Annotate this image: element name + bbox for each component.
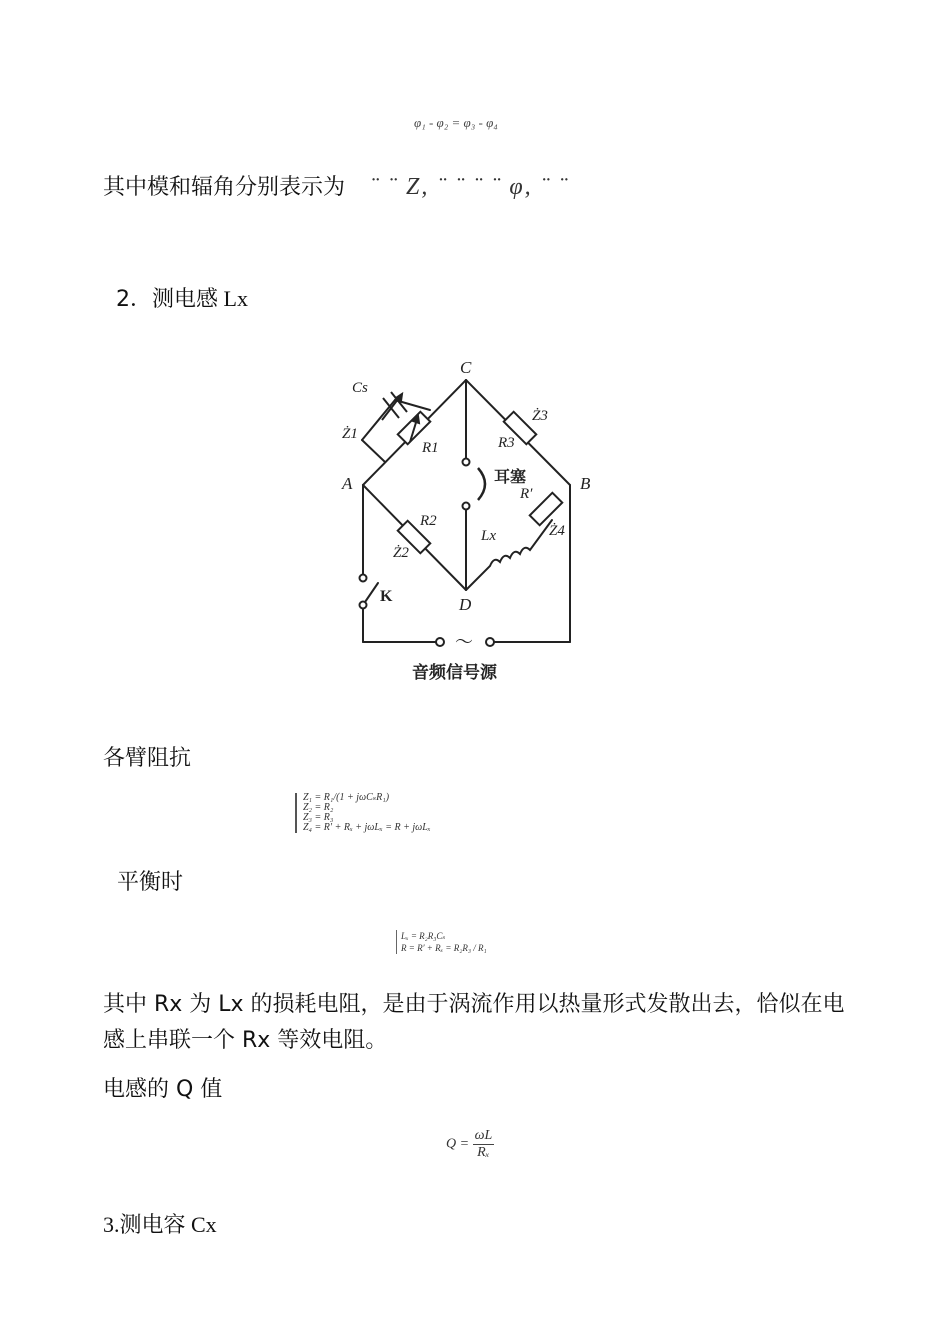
cs-label: Cs	[352, 380, 368, 396]
section-2-number: 2．	[116, 287, 152, 312]
section-2-title: 测电感 Lx	[152, 286, 248, 311]
r2-label: R2	[420, 513, 437, 529]
node-d-label: D	[459, 595, 472, 614]
node-b-label: B	[580, 474, 591, 493]
arm-impedance-equations	[295, 793, 431, 833]
q-denominator: Rₓ	[477, 1145, 490, 1160]
impedance-z1: Z₁ = R₁/(1 + jωCₛR₁)	[303, 792, 390, 803]
balance-lx: Lₓ = R₂R₃Cₛ	[401, 931, 446, 941]
z2-label: Ż2	[393, 545, 409, 561]
resistor-r-prime	[530, 493, 563, 526]
bridge-circuit-diagram	[330, 350, 620, 690]
q-lhs: Q =	[446, 1136, 470, 1152]
impedance-z4: Z₄ = R′ + Rₓ + jωLₓ = R + jωLₓ	[303, 822, 431, 833]
r1-label: R1	[422, 440, 439, 456]
rx-note-line-2	[103, 1024, 387, 1058]
section-3-heading: 3.测电容 Cx	[103, 1212, 217, 1237]
balance-label: 平衡时	[117, 870, 184, 895]
intro-text: 其中模和辐角分别表示为	[103, 175, 346, 200]
r3-label: R3	[498, 435, 515, 451]
node-a-label: A	[342, 474, 353, 493]
lx-label: Lx	[481, 528, 496, 544]
balance-r: R = R′ + Rₓ = R₂R₃ / R₁	[401, 943, 487, 953]
phase-equation: φ₁ - φ₂ = φ₃ - φ₄	[414, 115, 498, 130]
q-value-formula	[446, 1128, 494, 1161]
source-terminal-right	[486, 638, 494, 646]
z4-label: Ż4	[549, 523, 565, 539]
source-terminal-left	[436, 638, 444, 646]
z1-label: Ż1	[342, 426, 358, 442]
impedance-z2: Z₂ = R₂	[303, 802, 334, 813]
q-value-label: 电感的 Q 值	[103, 1077, 223, 1102]
arm-impedance-label: 各臂阻抗	[103, 746, 192, 771]
balance-equations	[396, 930, 487, 954]
q-fraction	[473, 1128, 495, 1161]
switch-k-label: K	[380, 588, 393, 605]
earphone-icon	[463, 459, 486, 510]
impedance-z3: Z₃ = R₃	[303, 812, 334, 823]
section-2-heading	[116, 282, 248, 317]
intro-formula: ¨ ¨ Z, ¨ ¨ ¨ ¨ φ, ¨ ¨	[370, 174, 569, 200]
rx-note-text-1: 其中 Rx 为 Lx 的损耗电阻，是由于涡流作用以热量形式发散出去，恰似在电	[103, 992, 845, 1017]
rx-note-line-1	[103, 988, 845, 1022]
switch-terminal-bottom	[360, 602, 367, 609]
switch-terminal-top	[360, 575, 367, 582]
source-symbol: ～	[455, 632, 473, 652]
z3-label: Ż3	[532, 408, 548, 424]
source-label: 音频信号源	[412, 663, 497, 683]
q-numerator: ωL	[474, 1128, 493, 1143]
rx-note-text-2: 感上串联一个 Rx 等效电阻。	[103, 1028, 388, 1053]
node-c-label: C	[460, 358, 472, 377]
r-prime-label: R′	[520, 486, 533, 502]
earphone-label: 耳塞	[494, 467, 527, 486]
intro-line	[103, 170, 569, 205]
